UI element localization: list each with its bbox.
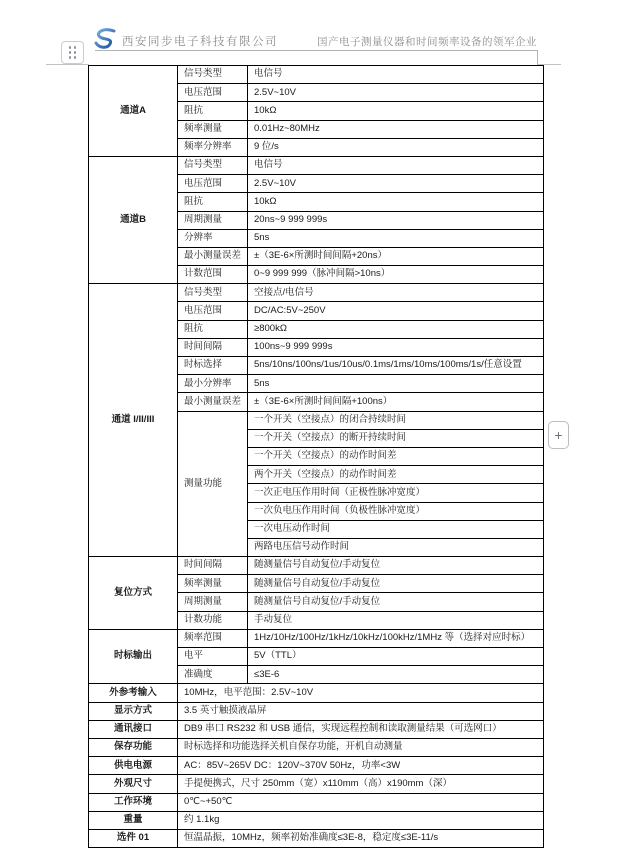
header-slogan: 国产电子测量仪器和时间频率设备的领军企业 bbox=[317, 36, 537, 48]
spec-value: 5ns bbox=[248, 375, 544, 393]
spec-value: 空接点/电信号 bbox=[248, 284, 544, 302]
spec-param: 阻抗 bbox=[178, 320, 248, 338]
spec-row bbox=[89, 684, 544, 702]
spec-value: 随测量信号自动复位/手动复位 bbox=[248, 557, 544, 575]
spec-value: 一个开关（空接点）的动作时间差 bbox=[248, 447, 544, 465]
spec-value: ±（3E-6×所测时间间隔+100ns） bbox=[248, 393, 544, 411]
spec-value: AC：85V~265V DC：120V~370V 50Hz，功率<3W bbox=[178, 757, 544, 775]
spec-value: 一个开关（空接点）的断开持续时间 bbox=[248, 429, 544, 447]
company-name: 西安同步电子科技有限公司 bbox=[122, 36, 278, 48]
spec-param: 准确度 bbox=[178, 666, 248, 684]
spec-value: 10MHz，电平范围：2.5V~10V bbox=[178, 684, 544, 702]
spec-row bbox=[89, 720, 544, 738]
spec-value: 一次正电压作用时间（正极性脉冲宽度） bbox=[248, 484, 544, 502]
spec-row bbox=[89, 156, 544, 174]
spec-param: 阻抗 bbox=[178, 193, 248, 211]
section-label: 通道B bbox=[89, 156, 178, 283]
spec-param: 最小测量误差 bbox=[178, 393, 248, 411]
spec-row bbox=[89, 811, 544, 829]
spec-table bbox=[88, 65, 544, 848]
spec-table-body bbox=[89, 66, 544, 848]
spec-value: 0.01Hz~80MHz bbox=[248, 120, 544, 138]
spec-param: 测量功能 bbox=[178, 411, 248, 557]
section-label: 外观尺寸 bbox=[89, 775, 178, 793]
spec-value: 2.5V~10V bbox=[248, 175, 544, 193]
spec-row bbox=[89, 757, 544, 775]
spec-value: 0~9 999 999（脉冲间隔>10ns） bbox=[248, 266, 544, 284]
spec-value: 10kΩ bbox=[248, 193, 544, 211]
spec-value: DC/AC:5V~250V bbox=[248, 302, 544, 320]
spec-param: 周期测量 bbox=[178, 211, 248, 229]
header-underline bbox=[95, 50, 537, 51]
spec-value: 手动复位 bbox=[248, 611, 544, 629]
header-underline-step bbox=[537, 50, 538, 64]
section-label: 复位方式 bbox=[89, 557, 178, 630]
spec-param: 电压范围 bbox=[178, 302, 248, 320]
spec-value: 随测量信号自动复位/手动复位 bbox=[248, 593, 544, 611]
spec-param: 信号类型 bbox=[178, 284, 248, 302]
spec-param: 周期测量 bbox=[178, 593, 248, 611]
spec-row bbox=[89, 793, 544, 811]
section-label: 通道 I/II/III bbox=[89, 284, 178, 557]
section-label: 选件 01 bbox=[89, 829, 178, 847]
spec-value: 电信号 bbox=[248, 156, 544, 174]
spec-value: ±（3E-6×所测时间间隔+20ns） bbox=[248, 247, 544, 265]
spec-value: 随测量信号自动复位/手动复位 bbox=[248, 575, 544, 593]
spec-value: ≥800kΩ bbox=[248, 320, 544, 338]
drag-handle-button[interactable] bbox=[61, 41, 84, 64]
spec-value: 两路电压信号动作时间 bbox=[248, 538, 544, 556]
spec-value: 9 位/s bbox=[248, 138, 544, 156]
spec-value: 100ns~9 999 999s bbox=[248, 338, 544, 356]
section-label: 通讯接口 bbox=[89, 720, 178, 738]
spec-value: 0℃~+50℃ bbox=[178, 793, 544, 811]
spec-param: 频率测量 bbox=[178, 120, 248, 138]
spec-param: 频率范围 bbox=[178, 629, 248, 647]
spec-param: 时间间隔 bbox=[178, 557, 248, 575]
spec-value: 3.5 英寸触摸液晶屏 bbox=[178, 702, 544, 720]
section-label: 外参考输入 bbox=[89, 684, 178, 702]
spec-param: 计数功能 bbox=[178, 611, 248, 629]
company-logo-icon bbox=[93, 28, 117, 50]
section-label: 通道A bbox=[89, 66, 178, 157]
spec-row bbox=[89, 702, 544, 720]
spec-param: 最小测量误差 bbox=[178, 247, 248, 265]
spec-row bbox=[89, 557, 544, 575]
spec-param: 最小分辨率 bbox=[178, 375, 248, 393]
section-label: 时标输出 bbox=[89, 629, 178, 684]
header-rule-left bbox=[46, 64, 89, 65]
spec-value: 5ns/10ns/100ns/1us/10us/0.1ms/1ms/10ms/100ms/1s/任意设置 bbox=[248, 357, 544, 375]
spec-value: 20ns~9 999 999s bbox=[248, 211, 544, 229]
section-label: 保存功能 bbox=[89, 738, 178, 756]
spec-value: DB9 串口 RS232 和 USB 通信，实现远程控制和读取测量结果（可选网口） bbox=[178, 720, 544, 738]
spec-row bbox=[89, 629, 544, 647]
spec-value: 2.5V~10V bbox=[248, 84, 544, 102]
spec-value: 一个开关（空接点）的闭合持续时间 bbox=[248, 411, 544, 429]
spec-param: 时间间隔 bbox=[178, 338, 248, 356]
spec-param: 阻抗 bbox=[178, 102, 248, 120]
spec-value: 两个开关（空接点）的动作时间差 bbox=[248, 466, 544, 484]
grid-dots-icon bbox=[69, 46, 77, 59]
spec-row bbox=[89, 829, 544, 847]
spec-param: 频率分辨率 bbox=[178, 138, 248, 156]
spec-value: 10kΩ bbox=[248, 102, 544, 120]
spec-value: 恒温晶振，10MHz，频率初始准确度≤3E-8，稳定度≤3E-11/s bbox=[178, 829, 544, 847]
spec-value: 电信号 bbox=[248, 66, 544, 84]
section-label: 工作环境 bbox=[89, 793, 178, 811]
spec-value: 约 1.1kg bbox=[178, 811, 544, 829]
section-label: 供电电源 bbox=[89, 757, 178, 775]
spec-param: 电压范围 bbox=[178, 175, 248, 193]
spec-row bbox=[89, 284, 544, 302]
spec-param: 电平 bbox=[178, 648, 248, 666]
spec-param: 信号类型 bbox=[178, 66, 248, 84]
spec-param: 频率测量 bbox=[178, 575, 248, 593]
spec-param: 时标选择 bbox=[178, 357, 248, 375]
spec-value: 一次电压动作时间 bbox=[248, 520, 544, 538]
section-label: 重量 bbox=[89, 811, 178, 829]
spec-param: 计数范围 bbox=[178, 266, 248, 284]
spec-row bbox=[89, 775, 544, 793]
spec-param: 分辨率 bbox=[178, 229, 248, 247]
spec-param: 信号类型 bbox=[178, 156, 248, 174]
spec-param: 电压范围 bbox=[178, 84, 248, 102]
spec-row bbox=[89, 66, 544, 84]
spec-value: 5ns bbox=[248, 229, 544, 247]
add-button[interactable]: + bbox=[548, 421, 569, 449]
spec-value: 手提便携式，尺寸 250mm（宽）x110mm（高）x190mm（深） bbox=[178, 775, 544, 793]
section-label: 显示方式 bbox=[89, 702, 178, 720]
spec-value: ≤3E-6 bbox=[248, 666, 544, 684]
spec-value: 一次负电压作用时间（负极性脉冲宽度） bbox=[248, 502, 544, 520]
spec-value: 时标选择和功能选择关机自保存功能，开机自动测量 bbox=[178, 738, 544, 756]
spec-value: 5V（TTL） bbox=[248, 648, 544, 666]
spec-value: 1Hz/10Hz/100Hz/1kHz/10kHz/100kHz/1MHz 等（选择对应时标） bbox=[248, 629, 544, 647]
spec-row bbox=[89, 738, 544, 756]
